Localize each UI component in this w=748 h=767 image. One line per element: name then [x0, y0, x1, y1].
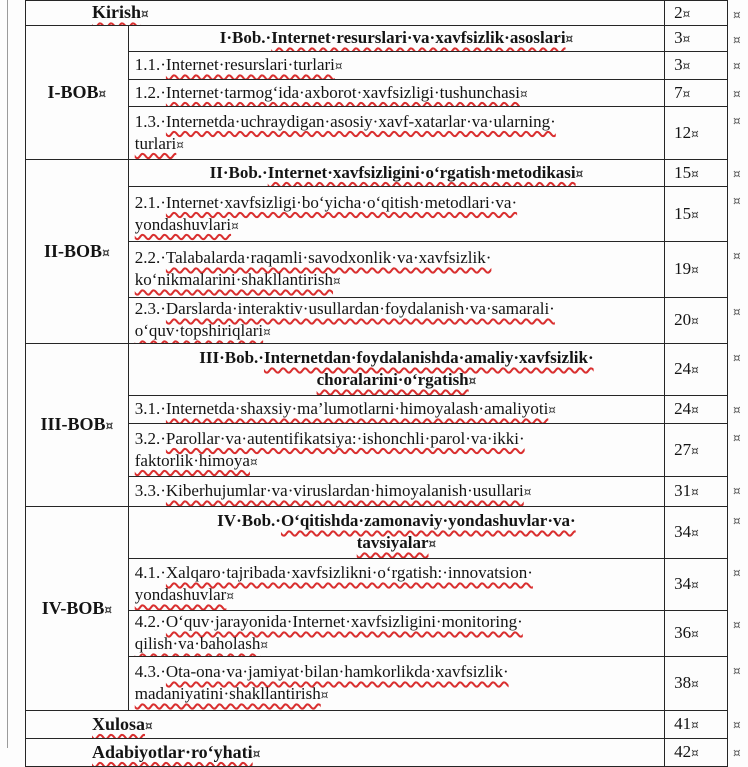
chapter-prefix: IV·Bob.·: [217, 511, 281, 530]
item-title-cell: [128, 187, 664, 242]
item-title: Xalqaro·tajribada·xavfsizlikni·o‘rgatish:·innovatsion·: [165, 563, 533, 582]
item-title: Talabalarda·raqamli·savodxonlik·va·xavfsizlik·: [165, 248, 492, 267]
page-number-cell: [665, 187, 728, 242]
adabiyotlar-cell: [26, 739, 665, 767]
cell-end-marker: ¤: [575, 166, 584, 181]
bob-cell-1: [26, 26, 129, 160]
cell-end-marker: ¤: [523, 485, 532, 499]
toc-row-item-2-3: [26, 298, 748, 344]
toc-row-chapter3-header: [26, 344, 748, 396]
row-end-marker: ¤: [733, 350, 741, 365]
chapter-title: Internetdan·foydalanishda·amaliy·xavfsizlik·: [263, 348, 594, 367]
cell-end-marker: ¤: [691, 443, 699, 458]
cell-end-marker: ¤: [682, 32, 691, 46]
row-end-marker: ¤: [733, 513, 741, 528]
page-number: 42: [674, 742, 692, 761]
item-number: 1.2.·: [134, 82, 166, 102]
chapter-title-cell: [128, 344, 664, 396]
row-end-marker: ¤: [733, 663, 741, 678]
row-end-marker: ¤: [733, 58, 741, 73]
row-end-cell: [728, 298, 748, 344]
cell-end-marker: ¤: [691, 526, 699, 540]
page-number-cell: [665, 611, 728, 657]
cell-end-marker: ¤: [691, 677, 699, 691]
item-title: Internetda·shaxsiy·ma’lumotlarni·himoyalash·amaliyoti: [165, 399, 549, 418]
cell-end-marker: ¤: [334, 59, 343, 73]
item-title: Internet·resurslari·turlari: [165, 55, 335, 74]
cell-end-marker: ¤: [102, 245, 110, 260]
bob-cell-3: [26, 344, 129, 507]
page-number: 15: [674, 203, 692, 223]
item-title-cell: [128, 477, 664, 507]
row-end-cell: [728, 80, 748, 107]
item-title: Darslarda·interaktiv·usullardan·foydalanish·va·samarali·: [165, 299, 555, 318]
row-end-marker: ¤: [733, 193, 741, 208]
item-number: 3.2.·: [134, 428, 166, 448]
item-title: Internet·xavfsizligi·bo‘yicha·o‘qitish·metodlari·va·: [165, 192, 518, 212]
item-number: 4.1.·: [134, 563, 166, 582]
row-end-cell: [728, 477, 748, 507]
item-title: Kiberhujumlar·va·viruslardan·himoyalanish·usullari: [165, 481, 524, 500]
cell-end-marker: ¤: [691, 263, 699, 277]
adabiyotlar-label: Adabiyotlar·ro‘yhati: [92, 741, 253, 762]
cell-end-marker: ¤: [691, 746, 699, 760]
chapter-prefix: III·Bob.·: [199, 348, 264, 367]
chapter-title: Internet·xavfsizligini·o‘rgatish·metodikasi: [267, 162, 576, 182]
page-number-cell: [665, 242, 728, 298]
page-number: 3: [674, 55, 683, 74]
item-title: Parollar·va·autentifikatsiya:·ishonchli·parol·va·ikki·: [165, 428, 525, 448]
cell-end-marker: ¤: [691, 627, 699, 641]
item-title-cell: [128, 611, 664, 657]
bob-label: II-BOB: [44, 240, 103, 261]
page-number: 34: [674, 574, 692, 593]
row-end-marker: ¤: [733, 166, 741, 181]
row-end-cell: [728, 344, 748, 396]
bob-label: I-BOB: [47, 81, 99, 102]
page-text-boundary-line: [7, 0, 8, 748]
row-end-cell: [728, 1, 748, 26]
chapter-title-cell: [128, 160, 664, 187]
cell-end-marker: ¤: [691, 207, 699, 222]
page-number-cell: [665, 559, 728, 611]
item-title-cell: [128, 657, 664, 711]
toc-row-chapter2-header: [26, 160, 748, 187]
page-number-cell: [665, 1, 728, 26]
cell-end-marker: ¤: [691, 363, 699, 377]
page-number: 36: [674, 623, 692, 642]
row-end-cell: [728, 160, 748, 187]
cell-end-marker: ¤: [98, 86, 107, 101]
row-end-cell: [728, 657, 748, 711]
chapter-prefix: I·Bob.·: [219, 28, 272, 47]
cell-end-marker: ¤: [691, 166, 699, 181]
row-end-marker: ¤: [733, 304, 741, 319]
item-number: 4.2.·: [134, 612, 166, 631]
cell-end-marker: ¤: [105, 419, 114, 433]
chapter-title-line2: choralarini·o‘rgatish: [316, 370, 469, 389]
cell-end-marker: ¤: [691, 126, 699, 141]
item-title-cell: [128, 52, 664, 80]
row-end-cell: [728, 611, 748, 657]
item-title-cell: [128, 80, 664, 107]
item-title-line2: faktorlik·himoya: [134, 450, 250, 470]
cell-end-marker: ¤: [231, 218, 239, 233]
item-title: Internetda·uchraydigan·asosiy·xavf-xatarlar·va·ularning·: [165, 111, 556, 131]
cell-end-marker: ¤: [320, 688, 329, 702]
cell-end-marker: ¤: [565, 32, 574, 46]
item-title-cell: [128, 559, 664, 611]
row-end-cell: [728, 187, 748, 242]
toc-row-item-3-3: [26, 477, 748, 507]
cell-end-marker: ¤: [682, 59, 691, 73]
page-number-cell: [665, 52, 728, 80]
item-title-line2: qilish·va·baholash: [134, 634, 261, 653]
cell-end-marker: ¤: [145, 718, 153, 733]
chapter-title: Internet·resurslari·va·xavfsizlik·asoslari: [271, 28, 566, 47]
row-end-marker: ¤: [733, 402, 741, 417]
item-title-cell: [128, 396, 664, 424]
page-number-cell: [665, 507, 728, 559]
page-number: 15: [674, 162, 692, 182]
bob-label: III-BOB: [40, 414, 106, 434]
page-number: 19: [674, 259, 692, 278]
cell-end-marker: ¤: [519, 86, 528, 101]
row-end-cell: [728, 396, 748, 424]
row-end-cell: [728, 507, 748, 559]
chapter-title: O‘qitishda·zamonaviy·yondashuvlar·va·: [280, 511, 576, 530]
row-end-cell: [728, 52, 748, 80]
xulosa-label: Xulosa: [92, 713, 146, 734]
item-number: 2.2.·: [134, 248, 166, 267]
page-number: 3: [674, 28, 683, 47]
row-end-marker: ¤: [733, 113, 741, 128]
item-title: Internet·tarmog‘ida·axborot·xavfsizligi·tushunchasi: [165, 82, 520, 102]
toc-row-chapter1-header: [26, 26, 748, 52]
row-end-cell: [728, 26, 748, 52]
kirish-label: Kirish: [92, 2, 142, 22]
page-number-cell: [665, 80, 728, 107]
cell-end-marker: ¤: [249, 454, 258, 469]
cell-end-marker: ¤: [428, 537, 437, 551]
row-end-marker: ¤: [733, 430, 741, 445]
toc-row-item-2-1: [26, 187, 748, 242]
item-title-line2: yondashuvlari: [134, 214, 232, 234]
bob-cell-4: [26, 507, 129, 711]
page-number-cell: [665, 657, 728, 711]
cell-end-marker: ¤: [682, 6, 691, 21]
page-number: 31: [674, 481, 692, 500]
item-title-line2: madaniyatini·shakllantirish: [134, 684, 321, 703]
page-number: 34: [674, 522, 692, 541]
row-end-marker: ¤: [733, 717, 741, 732]
row-end-marker: ¤: [733, 483, 741, 498]
toc-row-item-1-2: [26, 80, 748, 107]
cell-end-marker: ¤: [682, 86, 691, 101]
page-number: 24: [674, 399, 692, 418]
row-end-cell: [728, 739, 748, 767]
row-end-marker: ¤: [733, 7, 741, 22]
toc-row-chapter4-header: [26, 507, 748, 559]
page-number-cell: [665, 477, 728, 507]
bob-cell-2: [26, 160, 129, 344]
page-number: 12: [674, 122, 692, 142]
cell-end-marker: ¤: [333, 274, 341, 288]
row-end-cell: [728, 107, 748, 160]
toc-row-item-1-1: [26, 52, 748, 80]
page-number: 24: [674, 359, 692, 378]
cell-end-marker: ¤: [548, 403, 556, 417]
toc-row-kirish: [26, 1, 748, 26]
page-number: 27: [674, 439, 692, 459]
item-number: 2.3.·: [134, 299, 166, 318]
toc-row-item-1-3: [26, 107, 748, 160]
chapter-title-line2: tavsiyalar: [356, 533, 429, 552]
row-end-marker: ¤: [733, 32, 741, 47]
row-end-marker: ¤: [733, 248, 741, 263]
chapter-title-cell: [128, 26, 664, 52]
xulosa-cell: [26, 711, 665, 739]
toc-row-item-2-2: [26, 242, 748, 298]
page-number-cell: [665, 739, 728, 767]
row-end-cell: [728, 242, 748, 298]
page-number: 20: [674, 310, 692, 329]
kirish-cell: [26, 1, 665, 26]
item-number: 1.1.·: [134, 55, 166, 74]
row-end-cell: [728, 711, 748, 739]
page-number-cell: [665, 26, 728, 52]
page-number: 38: [674, 673, 692, 692]
page-number-cell: [665, 107, 728, 160]
item-number: 3.3.·: [134, 481, 166, 500]
page-number-cell: [665, 424, 728, 477]
item-title-cell: [128, 298, 664, 344]
cell-end-marker: ¤: [226, 589, 234, 603]
chapter-prefix: II·Bob.·: [209, 162, 268, 182]
item-title: O‘quv·jarayonida·Internet·xavfsizligini·monitoring·: [165, 612, 523, 631]
toc-row-adabiyotlar: [26, 739, 748, 767]
row-end-cell: [728, 559, 748, 611]
cell-end-marker: ¤: [141, 7, 149, 21]
item-title: Ota-ona·va·jamiyat·bilan·hamkorlikda·xavfsizlik·: [165, 662, 509, 681]
cell-end-marker: ¤: [691, 403, 699, 417]
item-number: 1.3.·: [134, 111, 166, 131]
page-number-cell: [665, 711, 728, 739]
item-number: 2.1.·: [134, 192, 166, 212]
page-number-cell: [665, 396, 728, 424]
chapter-title-cell: [128, 507, 664, 559]
bob-label: IV-BOB: [41, 597, 105, 618]
toc-table: [25, 0, 748, 767]
page-number: 2: [674, 2, 683, 22]
toc-row-item-4-3: [26, 657, 748, 711]
item-number: 4.3.·: [134, 662, 166, 681]
item-title-cell: [128, 424, 664, 477]
cell-end-marker: ¤: [176, 137, 184, 152]
row-end-marker: ¤: [733, 565, 741, 580]
item-title-cell: [128, 107, 664, 160]
toc-row-item-4-2: [26, 611, 748, 657]
cell-end-marker: ¤: [263, 325, 271, 339]
item-title-cell: [128, 242, 664, 298]
toc-row-xulosa: [26, 711, 748, 739]
row-end-marker: ¤: [733, 86, 741, 101]
cell-end-marker: ¤: [691, 314, 699, 328]
item-title-line2: turlari: [134, 133, 177, 153]
page-number: 41: [674, 714, 692, 733]
cell-end-marker: ¤: [260, 638, 268, 652]
toc-row-item-3-2: [26, 424, 748, 477]
page-number-cell: [665, 344, 728, 396]
item-title-line2: ko‘nikmalarini·shakllantirish: [134, 270, 334, 289]
cell-end-marker: ¤: [104, 602, 113, 617]
page-number-cell: [665, 298, 728, 344]
row-end-cell: [728, 424, 748, 477]
page-number-cell: [665, 160, 728, 187]
item-number: 3.1.·: [134, 399, 166, 418]
cell-end-marker: ¤: [691, 718, 699, 732]
cell-end-marker: ¤: [252, 746, 261, 761]
item-title-line2: yondashuvlar: [134, 585, 227, 604]
cell-end-marker: ¤: [468, 374, 477, 388]
row-end-marker: ¤: [733, 617, 741, 632]
cell-end-marker: ¤: [691, 485, 699, 499]
item-title-line2: o‘quv·topshiriqlari: [134, 321, 264, 340]
cell-end-marker: ¤: [691, 578, 699, 592]
page-number: 7: [674, 82, 683, 102]
toc-row-item-4-1: [26, 559, 748, 611]
toc-row-item-3-1: [26, 396, 748, 424]
row-end-marker: ¤: [733, 745, 741, 760]
